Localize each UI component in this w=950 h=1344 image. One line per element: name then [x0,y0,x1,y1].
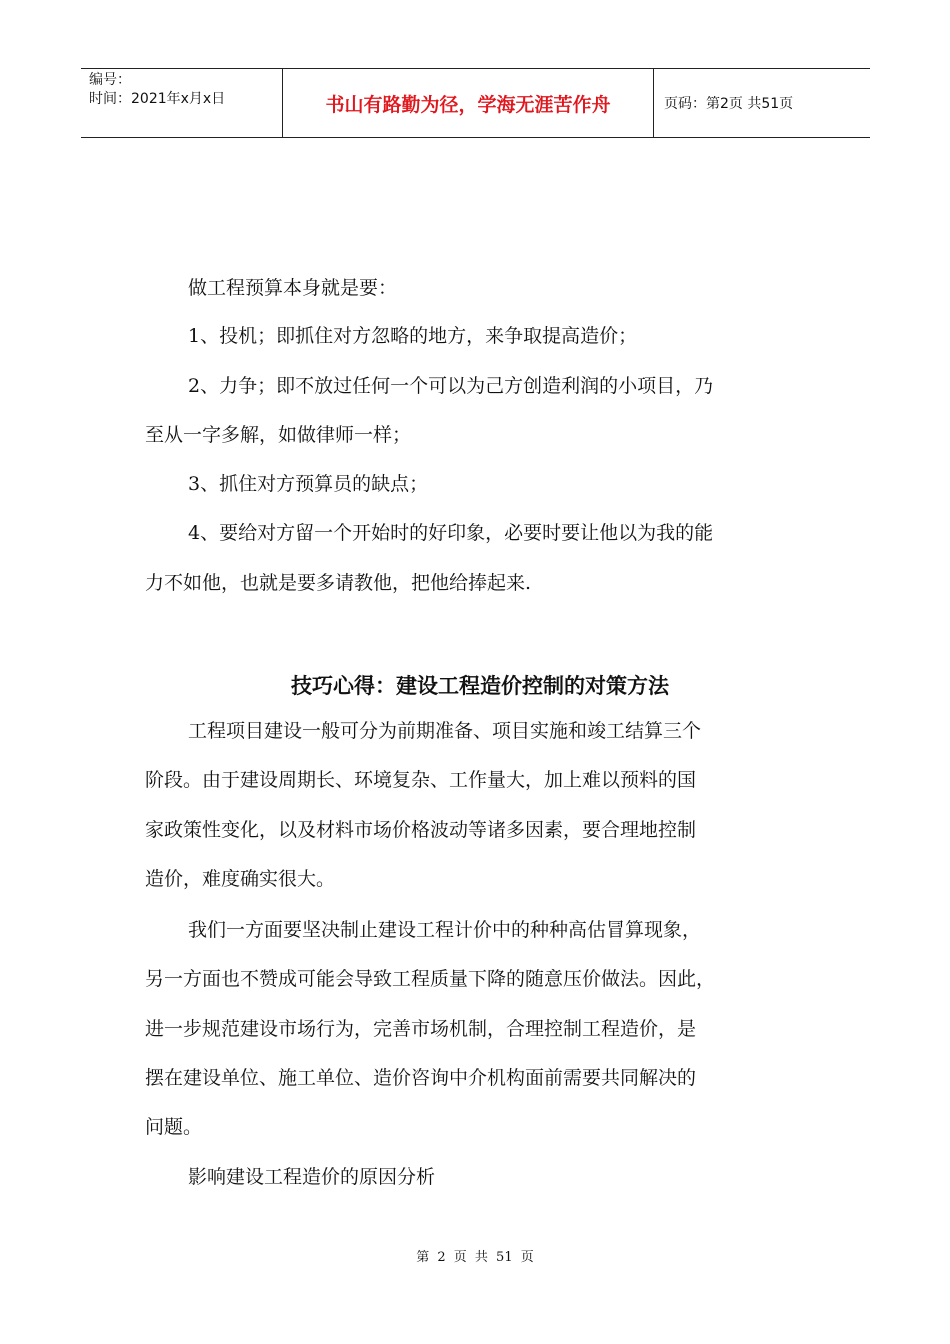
intro-lead: 做工程预算本身就是要： [188,277,398,299]
list-item: 2、力争；即不放过任何一个可以为己方创造利润的小项目，乃 [188,375,714,397]
page-footer: 第 2 页 共 51 页 [416,1250,534,1265]
list-item-continuation: 至从一字多解，如做律师一样； [145,424,412,446]
paragraph-line: 工程项目建设一般可分为前期准备、项目实施和竣工结算三个 [188,720,702,742]
list-item: 4、要给对方留一个开始时的好印象，必要时要让他以为我的能 [188,522,714,544]
number-label: 编号： [89,72,131,88]
time-label: 时间：2021年x月x日 [89,91,226,107]
header-motto: 书山有路勤为径，学海无涯苦作舟 [282,69,654,137]
paragraph-line: 进一步规范建设市场行为，完善市场机制，合理控制工程造价，是 [145,1018,697,1040]
header-page-info: 页码：第2页 共51页 [664,96,794,112]
paragraph-line: 家政策性变化，以及材料市场价格波动等诸多因素，要合理地控制 [145,819,697,841]
list-item-continuation: 力不如他，也就是要多请教他，把他给捧起来. [145,572,532,594]
list-item: 1、投机；即抓住对方忽略的地方，来争取提高造价； [188,325,638,347]
paragraph-line: 摆在建设单位、施工单位、造价咨询中介机构面前需要共同解决的 [145,1067,697,1089]
paragraph-line: 另一方面也不赞成可能会导致工程质量下降的随意压价做法。因此， [145,968,716,990]
paragraph-line: 我们一方面要坚决制止建设工程计价中的种种高估冒算现象， [188,919,702,941]
section-title: 技巧心得：建设工程造价控制的对策方法 [291,674,669,698]
paragraph-line: 影响建设工程造价的原因分析 [188,1166,436,1188]
paragraph-line: 造价，难度确实很大。 [145,868,336,890]
paragraph-line: 阶段。由于建设周期长、环境复杂、工作量大，加上难以预料的国 [145,769,697,791]
paragraph-line: 问题。 [145,1116,203,1138]
list-item: 3、抓住对方预算员的缺点； [188,473,429,495]
